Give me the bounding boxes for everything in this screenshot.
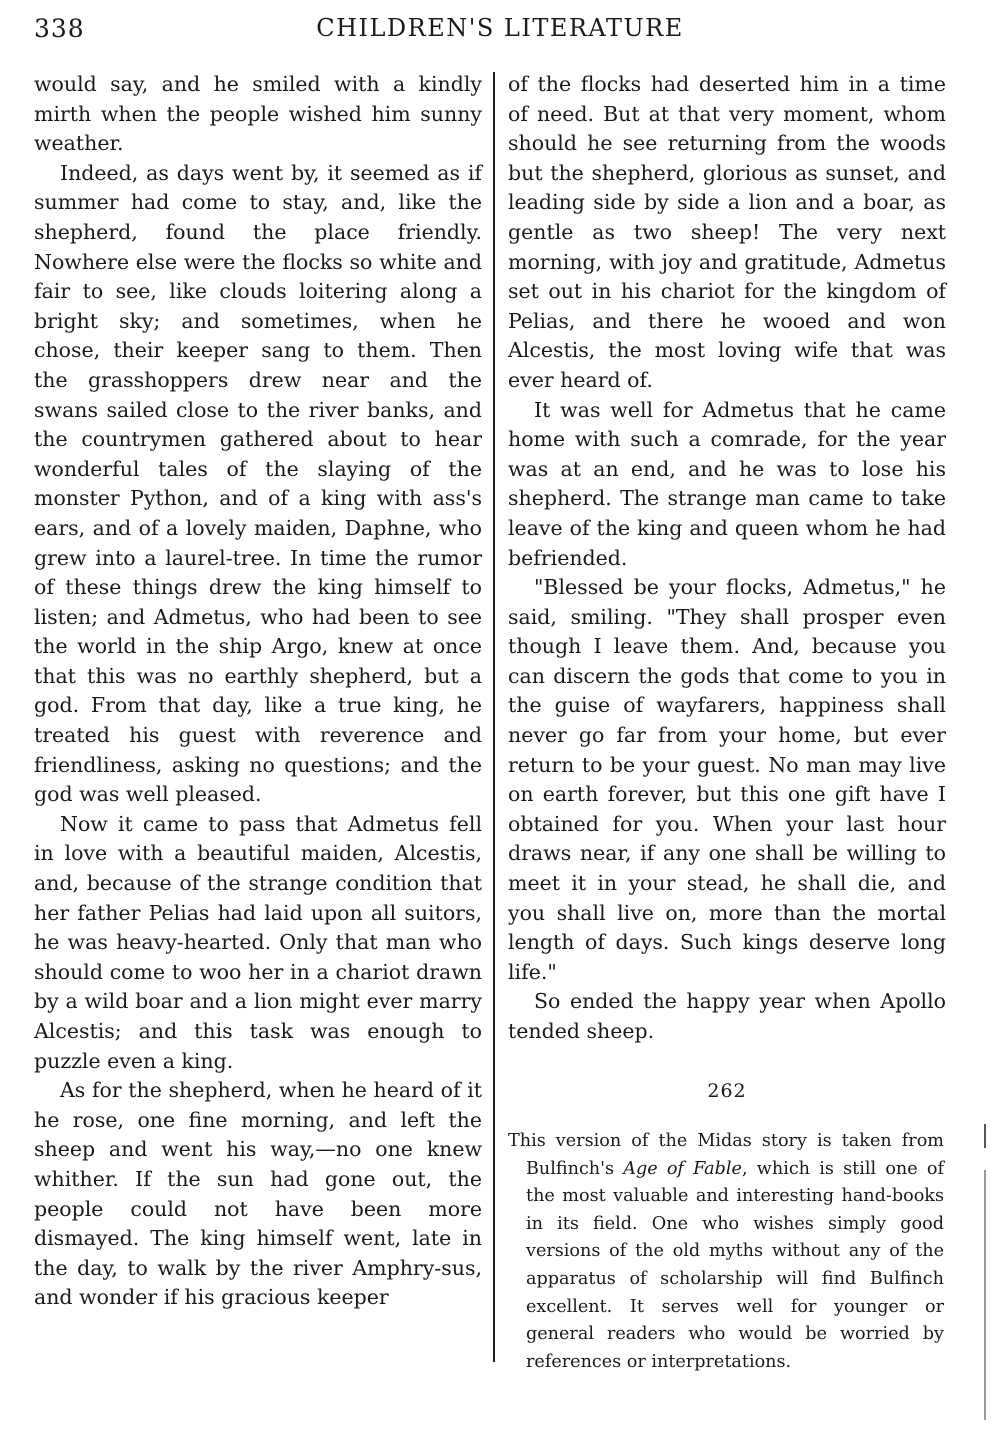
note-book-title: Age of Fable	[623, 1158, 742, 1179]
paragraph-summer: Indeed, as days went by, it seemed as if summer had come to stay, and, like the shepherd, found the place friendly. Nowhere else were the flocks so white and fair to see, like clouds loitering along a bright sky; and sometimes, when he chose, their keeper sang to them. Then the grasshoppers drew near and the swans sailed close to the river banks, and the countrymen gathered about to hear wonderful tales of the slaying of the monster Python, and of a king with ass's ears, and of a lovely maiden, Daphne, who grew into a laurel-tree. In time the rumor of these things drew the king himself to listen; and Admetus, who had been to see the world in the ship Argo, knew at once that this was no earthly shepherd, but a god. From that day, like a true king, he treated his guest with reverence and friendliness, asking no questions; and the god was well pleased.	[34, 160, 482, 807]
paragraph-alcestis: Now it came to pass that Admetus fell in love with a beautiful maiden, Alcestis, and, because of the strange condition that her father Pelias had laid upon all suitors, he was heavy-hearted. Only that man who should come to woo her in a chariot drawn by a wild boar and a lion might ever marry Alcestis; and this task was enough to puzzle even a king.	[34, 811, 482, 1073]
note-text-start: This version of the Midas story is taken from Bulfinch's	[508, 1131, 944, 1179]
editorial-note	[508, 1128, 944, 1376]
paragraph-farewell: It was well for Admetus that he came home with such a comrade, for the year was at an end, and he was to lose his shepherd. The strange man came to take leave of the king and queen whom he had befriended.	[508, 397, 946, 570]
note-text-end: , which is still one of the most valuable and interesting hand-books in its field. One who wishes simply good versions of the old myths without any of the apparatus of scholarship will find Bulfinch excellent. It serves well for younger or general readers who would be worried by references or interpretations.	[526, 1158, 944, 1372]
page-edge-mark	[984, 1124, 986, 1148]
paragraph-continued: would say, and he smiled with a kindly mirth when the people wished him sunny weather.	[34, 72, 482, 156]
running-title: CHILDREN'S LITERATURE	[316, 14, 684, 42]
left-column	[34, 70, 482, 1313]
right-column	[508, 70, 946, 1047]
paragraph-ending: So ended the happy year when Apollo tended sheep.	[508, 989, 946, 1043]
section-number: 262	[707, 1080, 747, 1102]
paragraph-return: of the flocks had deserted him in a time of need. But at that very moment, whom should he see returning from the woods but the shepherd, glorious as sunset, and leading side by side a lion and a boar, as gentle as two sheep! The very next morning, with joy and gratitude, Admetus set out in his chariot for the kingdom of Pelias, and there he wooed and won Alcestis, the most loving wife that was ever heard of.	[508, 72, 946, 392]
page-number: 338	[34, 14, 85, 43]
column-divider	[493, 72, 495, 1362]
page-edge-shadow	[984, 1170, 986, 1420]
paragraph-shepherd-leaves: As for the shepherd, when he heard of it he rose, one fine morning, and left the sheep and went his way,—no one knew whither. If the sun had gone out, the people could not have been more dismayed. The king himself went, late in the day, to walk by the river Amphry-sus, and wonder if his gracious keeper	[34, 1078, 482, 1310]
paragraph-blessing: "Blessed be your flocks, Admetus," he said, smiling. "They shall prosper even though I leave them. And, because you can discern the gods that come to you in the guise of wayfarers, happiness shall never go far from your home, but ever return to be your guest. No man may live on earth forever, but this one gift have I obtained for you. When your last hour draws near, if any one shall be willing to meet it in your stead, he shall die, and you shall live on, more than the mortal length of days. Such kings deserve long life."	[508, 575, 946, 984]
